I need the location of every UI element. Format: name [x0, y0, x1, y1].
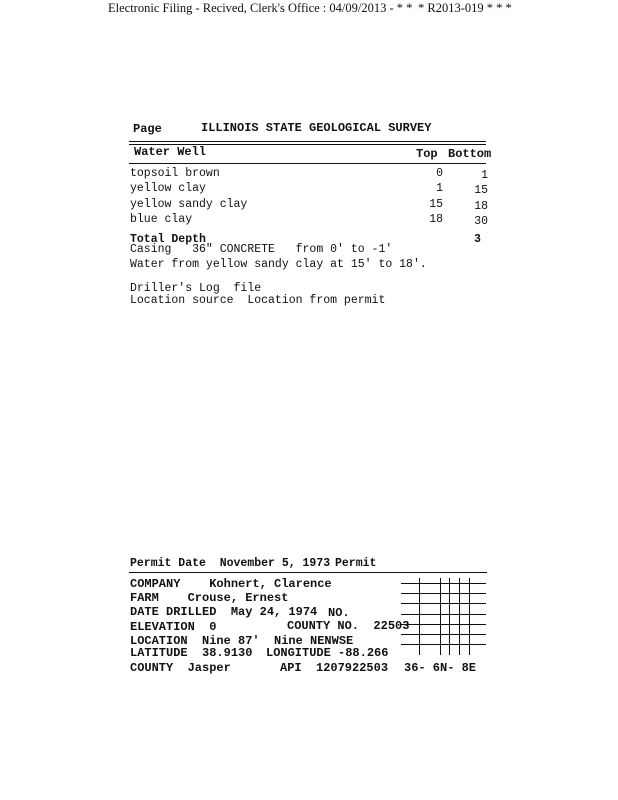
casing-line: Casing 36" CONCRETE from 0' to -1' — [130, 243, 393, 256]
latitude-line: LATITUDE 38.9130 — [130, 646, 253, 660]
permit-rule — [129, 572, 487, 573]
grid-line — [401, 593, 486, 594]
permit-date: Permit Date November 5, 1973 — [130, 557, 331, 570]
county-no-line: COUNTY NO. 22503 — [287, 619, 410, 633]
permit-label: Permit — [335, 557, 377, 570]
case-number: * R2013-019 * * * — [418, 1, 512, 15]
grid-line — [401, 603, 486, 604]
company-line: COMPANY Kohnert, Clarence — [130, 577, 332, 591]
grid-line — [401, 624, 486, 625]
grid-line — [401, 614, 486, 615]
total-depth-value: 3 — [474, 233, 481, 246]
page-label: Page — [133, 122, 162, 136]
col-top-header: Top — [416, 147, 438, 161]
layer-desc: blue clay — [130, 213, 193, 226]
layer-top: 0 — [436, 167, 443, 180]
layer-bottom: 1 — [481, 169, 488, 182]
title-rule-top — [129, 141, 486, 142]
layer-desc: yellow clay — [130, 182, 206, 195]
total-depth-label: Total Depth — [130, 233, 206, 246]
longitude-line: LONGITUDE -88.266 — [266, 646, 389, 660]
layer-top: 1 — [436, 182, 443, 195]
elevation-line: ELEVATION 0 — [130, 620, 217, 634]
agency-title: ILLINOIS STATE GEOLOGICAL SURVEY — [201, 121, 432, 135]
date-drilled-line: DATE DRILLED May 24, 1974 — [130, 605, 318, 619]
layer-desc: yellow sandy clay — [130, 198, 248, 211]
county-line: COUNTY Jasper — [130, 661, 231, 675]
grid-line — [401, 644, 486, 645]
api-line: API 1207922503 — [280, 661, 389, 675]
grid-line — [401, 634, 486, 635]
location-source-line: Location source Location from permit — [130, 294, 386, 307]
well-type: Water Well — [134, 145, 207, 159]
no-label: NO. — [328, 606, 350, 620]
filing-stamp: Electronic Filing - Recived, Clerk's Office : 04/09/2013 - * * — [108, 1, 413, 15]
layer-desc: topsoil brown — [130, 167, 220, 180]
township-line: 36- 6N- 8E — [404, 661, 477, 675]
layer-bottom: 18 — [474, 200, 488, 213]
layer-top: 18 — [429, 213, 443, 226]
layer-bottom: 30 — [474, 215, 488, 228]
layer-bottom: 15 — [474, 184, 488, 197]
location-line: LOCATION Nine 87' Nine NENWSE — [130, 634, 354, 648]
col-bottom-header: Bottom — [448, 147, 492, 161]
driller-log-line: Driller's Log file — [130, 282, 262, 295]
header-rule — [129, 163, 486, 164]
water-line: Water from yellow sandy clay at 15' to 18'. — [130, 258, 427, 271]
farm-line: FARM Crouse, Ernest — [130, 591, 289, 605]
grid-line — [401, 583, 486, 584]
layer-top: 15 — [429, 198, 443, 211]
